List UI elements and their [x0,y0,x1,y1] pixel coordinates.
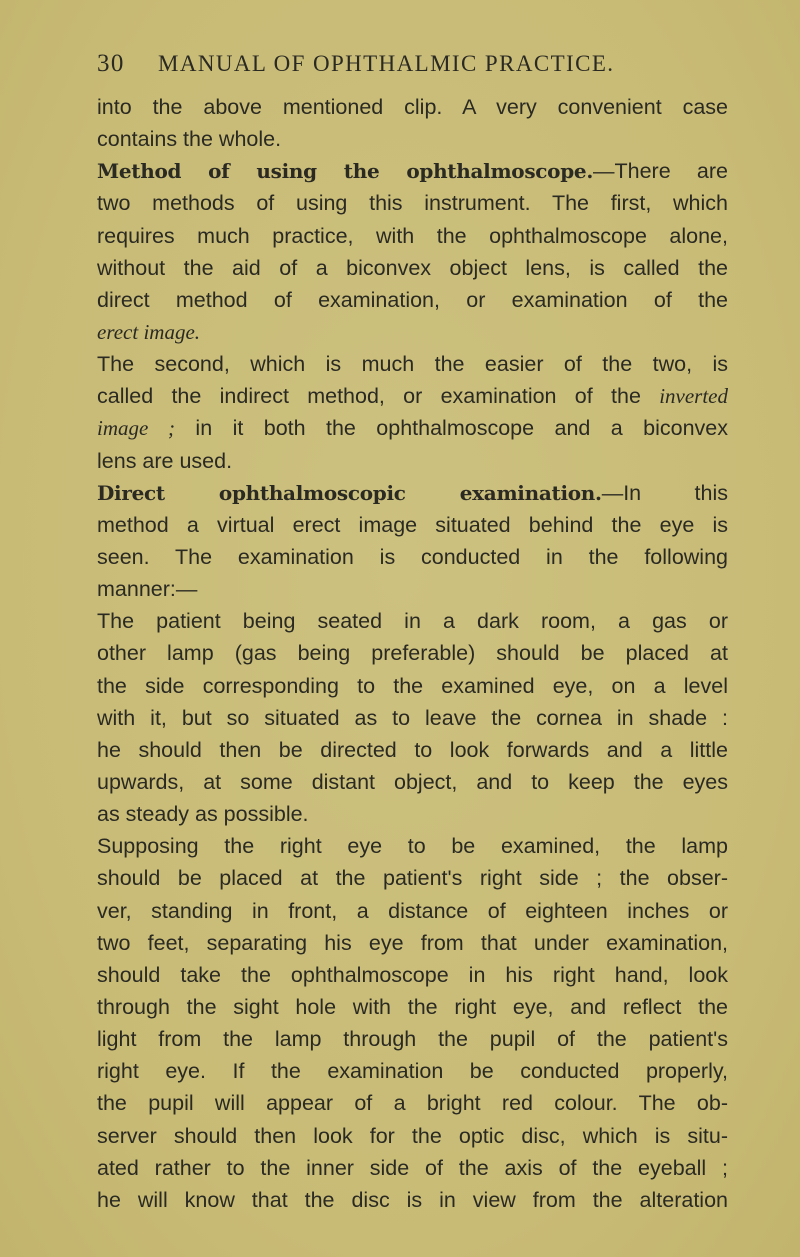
text-line [97,187,728,219]
text-line [97,862,728,894]
text-span: contains the whole. [97,127,282,152]
text-span: two feet, separating his eye from that under examination, [97,930,728,955]
text-span: into the above mentioned clip. A very convenient case [97,95,728,119]
text-line [97,670,728,702]
text-span: The patient being seated in a dark room, a gas or [97,609,728,634]
text-line [97,927,728,959]
running-title: MANUAL OF OPHTHALMIC PRACTICE. [157,51,615,76]
text-line [97,348,728,380]
text-line [97,1023,728,1055]
body-text [97,91,728,1216]
text-span: manner:— [97,577,198,602]
text-line [97,284,728,316]
italic-term: erect image. [97,319,201,344]
text-line [97,123,728,155]
text-line [97,1152,728,1184]
text-line [97,252,728,284]
text-line [97,702,728,734]
text-span: other lamp (gas being preferable) should be placed at [97,641,728,666]
text-line [97,991,728,1023]
text-line [97,798,728,830]
text-line [97,895,728,927]
text-span: without the aid of a biconvex object lens, is called the [97,255,728,280]
text-span: the side corresponding to the examined eye, on a level [97,673,728,698]
text-line [97,412,728,444]
running-header [97,50,657,84]
text-span: ated rather to the inner side of the axis of the eyeball ; [97,1155,728,1180]
text-line [97,155,728,187]
text-span: method a virtual erect image situated behind the eye is [97,512,728,537]
text-span: he will know that the disc is in view from the alteration [97,1187,728,1212]
text-line [97,766,728,798]
text-line [97,605,728,637]
text-line [97,509,728,541]
text-line [97,316,728,348]
text-span: right eye. If the examination be conducted properly, [97,1059,728,1084]
text-span: as steady as possible. [97,802,309,827]
text-span: ver, standing in front, a distance of eighteen inches or [97,898,728,923]
text-span: through the sight hole with the right eye, and reflect the [97,994,728,1019]
text-span: —In this [601,480,728,505]
text-span: —There are [593,159,728,184]
text-line [97,734,728,766]
text-line [97,959,728,991]
section-heading: Direct ophthalmoscopic examination. [97,480,602,505]
text-line [97,91,728,123]
text-span: server should then look for the optic disc, which is situ- [97,1123,728,1148]
text-span: Supposing the right eye to be examined, the lamp [97,834,728,859]
text-span: should take the ophthalmoscope in his right hand, look [97,962,728,987]
text-line [97,637,728,669]
page-number: 30 [97,50,125,77]
text-line [97,541,728,573]
text-span: with it, but so situated as to leave the cornea in shade : [97,705,728,730]
italic-term: image ; [97,416,176,441]
text-line [97,1087,728,1119]
italic-term: inverted [659,384,728,409]
text-span: two methods of using this instrument. The first, which [97,191,728,216]
text-line [97,220,728,252]
text-line [97,1055,728,1087]
text-span: he should then be directed to look forwards and a little [97,737,728,762]
section-heading: Method of using the ophthalmoscope. [97,159,593,184]
text-span: the pupil will appear of a bright red colour. The ob- [97,1091,728,1116]
text-line [97,380,728,412]
text-line [97,830,728,862]
text-span: upwards, at some distant object, and to keep the eyes [97,769,728,794]
text-span: light from the lamp through the pupil of the patient's [97,1027,728,1052]
text-span: should be placed at the patient's right side ; the obser- [97,866,728,891]
text-line [97,1184,728,1216]
text-line [97,573,728,605]
text-line [97,477,728,509]
text-line [97,445,728,477]
text-span: called the indirect method, or examination of the [97,384,660,409]
text-span: direct method of examination, or examination of the [97,287,728,312]
text-span: lens are used. [97,448,233,473]
text-span: in it both the ophthalmoscope and a biconvex [175,416,728,441]
text-span: The second, which is much the easier of the two, is [97,352,728,377]
text-span: seen. The examination is conducted in the following [97,544,728,569]
text-span: requires much practice, with the ophthalmoscope alone, [97,223,728,248]
text-line [97,1120,728,1152]
